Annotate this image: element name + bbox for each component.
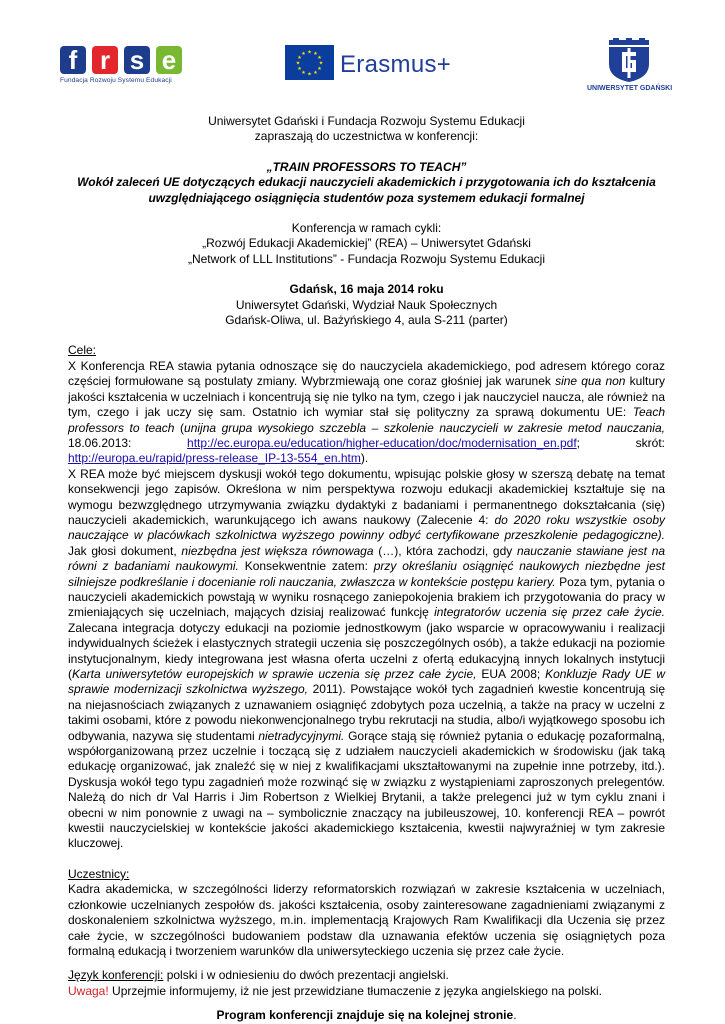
event-address: Gdańsk-Oliwa, ul. Bażyńskiego 4, aula S-211 (parter) [225,313,508,328]
svg-text:★: ★ [318,60,324,67]
svg-text:★: ★ [301,51,306,57]
svg-text:★: ★ [317,55,322,61]
participants-heading: Uczestnicy: [68,866,130,881]
participants-text: Kadra akademicka, w szczególności liderzy reformatorskich rozwiązań w zakresie kształcenia w uczelniach, członkowie uczelnianych zespołów ds. jakości kształcenia, osoby zainteresowane zagadnieniami związanymi z doskonaleniem szkolnictwa wyższego, m.in. implementacją Krajowych Ram Kwalifikacji dla Uczenia się przez całe życie, w szczególności budowaniem podstaw dla uznawania efektów uczenia się osiągniętych poza formalną edukacją i tworzeniem warunków dla uniwersyteckiego uczenia się przez całe życie. [68,882,665,958]
language-heading: Język konferencji: [68,968,164,983]
ug-logo [587,38,673,98]
svg-text:r: r [99,45,111,75]
frse-letters-icon [60,44,188,76]
svg-text:★: ★ [307,71,312,78]
goals-heading: Cele: [68,343,97,358]
frse-logo [60,44,188,92]
title-line-1: „TRAIN PROFESSORS TO TEACH” [266,159,467,174]
goals-paragraph-2: X REA może być miejscem dyskusji wokół tego dokumentu, wpisując polskie głosy w szerszą debatę na temat konsekwencji jego zapisów. Określona w nim perspektywa rozwoju edukacji akademickiej kształtuje się na wymogu bezwzględnego utrzymywania związku dydaktyki z badaniami i permanentnego dokształcania (się) nauczycieli akademickich, warunkującego ich awans naukowy (Zalecenie 4: do 2020 roku wszystkie osoby nauczające w placówkach szkolnictwa wyższego powinny odbyć certyfikowane przeszkolenie pedagogiczne). Jak głosi dokument, niezbędna jest większa równowaga (…), która zachodzi, gdy nauczanie stawiane jest na równi z badaniami naukowymi. Konsekwentnie zatem: przy określaniu osiągnięć naukowych niezbędne jest silniejsze podkreślanie i docenianie roli nauczania, zwłaszcza w kontekście postępu kariery. Poza tym, pytania o nauczycieli akademickich powstają w wyniku rosnącego zaniepokojenia brakiem ich przygotowania do pracy w zmieniających się uczelniach, mających dzisiaj realizować funkcję integratorów uczenia się przez całe życie. Zalecana integracja dotyczy edukacji na poziomie jednostkowym (jako wsparcie w opracowywaniu i realizacji indywidualnych ścieżek i elastycznych strategii uczenia się poszczególnych osób), a także edukacji na poziomie instytucjonalnym, kiedy integrowana jest własna oferta uczelni z ofertą edukacyjną innych lokalnych instytucji (Karta uniwersytetów europejskich w sprawie uczenia się przez całe życie, EUA 2008; Konkluzje Rady UE w sprawie modernizacji szkolnictwa wyższego, 2011). Powstające wokół tych zagadnień kwestie koncentrują się na niejasnościach związanych z uznawaniem osiągnięć zdobytych poza uczelnią, a także na pracy w uczelni z takimi osobami, które z powodu niekonwencjonalnego trybu rekrutacji na studia, albo/i wyjątkowego sposobu ich odbywania, nazywa się studentami nietradycyjnymi. Gorące stają się również pytania o edukację pozaformalną, współorganizowaną przez uczelnie i toczącą się z udziałem nauczycieli akademickich w środowisku (jak taką edukację organizować, jak znaleźć się w niej z kwalifikacjami ukształtowanymi na zupełnie inne potrzeby, itd.). Dyskusja wokół tego typu zagadnień może rozwinąć się w związku z wystąpieniami zaproszonych prelegentów. Należą do nich dr Val Harris i Jim Robertson z Wielkiej Brytanii, a także prelegenci już w tym cyklu znani i obecni w nim ponownie z uwagi na – symbolicznie znaczący na jubileuszowej, 10. konferencji REA – powrót kwestii nauczycielskiej w kontekście jakości akademickiego kształcenia, kwestii najwyraźniej w tym zakresie kluczowej. [68,466,666,851]
language-line: Język konferencji: polski i w odniesieniu do dwóch prezentacji angielski. [68,968,449,983]
ug-emblem-icon [589,38,669,84]
translation-note: Uwaga! Uprzejmie informujemy, iż nie jest przewidziane tłumaczenie z języka angielskiego na polski. [68,983,603,998]
event-venue: Uniwersytet Gdański, Wydział Nauk Społecznych [235,297,498,312]
intro-line-2: zapraszają do uczestnictwa w konferencji: [254,129,479,144]
title-line-2: Wokół zaleceń UE dotyczących edukacji nauczycieli akademickich i przygotowania ich do kształcenia [77,175,656,190]
svg-text:★: ★ [313,70,318,76]
cycle-line-2: „Rozwój Edukacji Akademickiej” (REA) – Uniwersytet Gdański [202,236,531,251]
eu-flag-icon [285,45,334,80]
header-logos [0,0,725,110]
svg-text:★: ★ [307,49,312,56]
title-line-3: uwzględniającego osiągnięcia studentów poza systemem edukacji formalnej [148,190,585,205]
erasmus-wordmark: Erasmus+ [340,51,452,78]
svg-text:f: f [68,45,78,75]
svg-text:★: ★ [297,66,302,72]
ug-caption: UNIWERSYTET GDAŃSKI [587,85,673,92]
event-date: Gdańsk, 16 maja 2014 roku [289,282,444,297]
svg-text:★: ★ [313,51,318,57]
warning-label: Uwaga! [68,983,109,998]
program-note: Program konferencji znajduje się na kolejnej stronie. [216,1008,517,1023]
svg-text:e: e [161,45,177,75]
modernisation-link[interactable]: http://ec.europa.eu/education/higher-education/doc/modernisation_en.pdf [187,435,577,450]
svg-text:★: ★ [297,55,302,61]
goals-paragraph-1: X Konferencja REA stawia pytania odnoszące się do nauczyciela akademickiego, pod adresem którego coraz częściej formułowane są postulaty zmiany. Wybrzmiewają one coraz głośniej jak warunek sine qua non kultury jakości kształcenia w uczelniach i koncentrują się nie tylko na tym, czego i jak nauczyciel naucza, ale również na tym, czego i jak uczy się sam. Ostatnio ich wymiar stał się polityczny za sprawą dokumentu UE: Teach professors to teach (unijna grupa wysokiego szczebla – szkolenie nauczycieli w zakresie metod nauczania, 18.06.2013: http://ec.europa.eu/education/higher-education/doc/modernisation_en.pdf; skrót: http://europa.eu/rapid/press-release_IP-13-554_en.htm). [68,358,665,466]
cycle-line-1: Konferencja w ramach cykli: [291,221,442,236]
cycle-line-3: „Network of LLL Institutions” - Fundacja Rozwoju Systemu Edukacji [187,251,546,266]
svg-text:★: ★ [317,66,322,72]
intro-line-1: Uniwersytet Gdański i Fundacja Rozwoju Systemu Edukacji [208,114,525,128]
frse-caption: Fundacja Rozwoju Systemu Edukacji [60,77,172,84]
svg-text:★: ★ [295,60,301,67]
press-release-link[interactable]: http://europa.eu/rapid/press-release_IP-13-554_en.htm [68,451,361,466]
document-body [68,114,665,1024]
svg-text:★: ★ [301,70,306,76]
svg-text:s: s [129,45,145,75]
